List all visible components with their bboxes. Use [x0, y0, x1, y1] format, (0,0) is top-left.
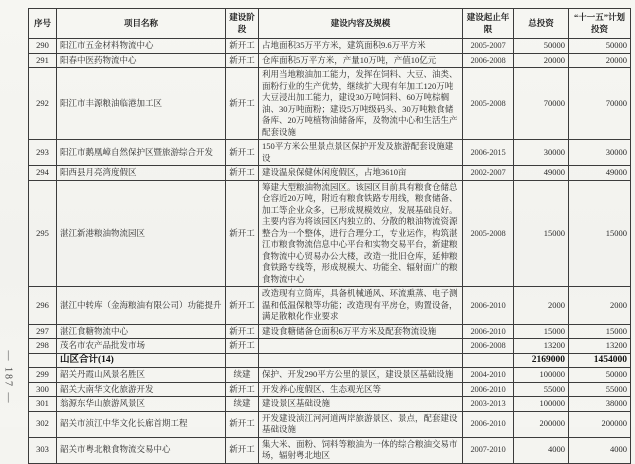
- cell-name: 韶关市浈江中华文化长廊首期工程: [57, 411, 226, 437]
- cell-years: 2006-2010: [463, 411, 514, 437]
- cell-content: 占地面积35万平方米，建筑面积9.6万平方米: [259, 39, 463, 54]
- cell-years: 2004-2010: [463, 368, 514, 383]
- cell-content: 建设食糖储备仓面积6万平方米及配套物流设施: [259, 324, 463, 339]
- cell-years: 2006-2010: [463, 324, 514, 339]
- cell-content: 利用当地粮油加工能力，发挥在饲料、大豆、油类、面粉行业的生产优势，继续扩大现有年加工120万吨大豆浸出加工能力，建设30万吨饲料、60万吨棕榈油、30万吨面粉；建设5万吨级码头、30万吨粮食储备库、20万吨植物油储备库，及物流中心和生活生产配套设施: [259, 68, 463, 140]
- cell-plan: 1454000: [569, 353, 631, 368]
- cell-years: 2006-2010: [463, 382, 514, 397]
- cell-content: [259, 339, 463, 354]
- cell-plan: 55000: [569, 382, 631, 397]
- cell-years: 2005-2008: [463, 68, 514, 140]
- column-header: 总投资: [514, 9, 569, 39]
- cell-content: 保护、开发290平方公里的景区，建设景区基础设施: [259, 368, 463, 383]
- cell-total: 49000: [514, 166, 569, 181]
- column-header: 建设内容及规模: [259, 9, 463, 39]
- cell-years: 2006-2008: [463, 339, 514, 354]
- cell-years: 2006-2010: [463, 287, 514, 325]
- cell-content: 开发建设浈江河河道两岸旅游景区、景点，配套建设基础设施: [259, 411, 463, 437]
- cell-total: 100000: [514, 368, 569, 383]
- table-row: [29, 382, 631, 397]
- cell-no: 295: [29, 180, 57, 287]
- cell-plan: 49000: [569, 166, 631, 181]
- cell-plan: 70000: [569, 68, 631, 140]
- cell-name: 山区合计(14): [57, 353, 226, 368]
- cell-content: 建设温泉保健休闲度假区，占地3610亩: [259, 166, 463, 181]
- table-row: [29, 437, 631, 463]
- cell-total: 70000: [514, 68, 569, 140]
- cell-no: 300: [29, 382, 57, 397]
- cell-plan: 15000: [569, 180, 631, 287]
- cell-name: 翁源东华山旅游风景区: [57, 397, 226, 412]
- cell-no: 298: [29, 339, 57, 354]
- subtotal-row: [29, 353, 631, 368]
- cell-no: 297: [29, 324, 57, 339]
- table-row: [29, 180, 631, 287]
- cell-total: 55000: [514, 382, 569, 397]
- cell-no: 293: [29, 140, 57, 166]
- page-number: [3, 340, 14, 416]
- table-row: [29, 368, 631, 383]
- cell-no: 290: [29, 39, 57, 54]
- column-header: “十一五”计划投资: [569, 9, 631, 39]
- cell-years: [463, 353, 514, 368]
- cell-total: 15000: [514, 180, 569, 287]
- cell-name: 阳西县月亮湾度假区: [57, 166, 226, 181]
- cell-name: 韶关丹霞山风景名胜区: [57, 368, 226, 383]
- column-header: 建设起止年限: [463, 9, 514, 39]
- table-row: [29, 39, 631, 54]
- cell-name: 韶关大南华文化旅游开发: [57, 382, 226, 397]
- cell-no: 303: [29, 437, 57, 463]
- cell-content: 150平方米公里景点景区保护开发及旅游配套设施建设: [259, 140, 463, 166]
- cell-stage: 新开工: [226, 166, 259, 181]
- column-header: 序号: [29, 9, 57, 39]
- cell-total: 15000: [514, 324, 569, 339]
- cell-no: [29, 353, 57, 368]
- cell-total: 2000: [514, 287, 569, 325]
- cell-plan: 4000: [569, 437, 631, 463]
- cell-total: 100000: [514, 397, 569, 412]
- cell-stage: 新开工: [226, 339, 259, 354]
- cell-stage: 新开工: [226, 287, 259, 325]
- cell-no: 294: [29, 166, 57, 181]
- cell-name: 湛江新港粮油物流园区: [57, 180, 226, 287]
- table-row: [29, 397, 631, 412]
- cell-years: 2006-2015: [463, 140, 514, 166]
- cell-content: [259, 353, 463, 368]
- table-row: [29, 287, 631, 325]
- cell-total: 2169000: [514, 353, 569, 368]
- cell-name: 湛江食糖物流中心: [57, 324, 226, 339]
- cell-content: 集大米、面粉、饲料等粮油为一体的综合粮油交易市场，辐射粤北地区: [259, 437, 463, 463]
- cell-years: 2007-2010: [463, 437, 514, 463]
- cell-stage: [226, 353, 259, 368]
- cell-total: 20000: [514, 53, 569, 68]
- cell-no: 296: [29, 287, 57, 325]
- cell-years: 2002-2007: [463, 166, 514, 181]
- cell-plan: 15000: [569, 324, 631, 339]
- cell-stage: 续建: [226, 397, 259, 412]
- cell-plan: 20000: [569, 53, 631, 68]
- cell-name: 湛江中转库（金海粮油有限公司）功能提升: [57, 287, 226, 325]
- cell-content: 改造现有立筒库，具备机械通风、环流熏蒸、电子测温和低温保粮等功能；改造现有平房仓，购置设备，满足散粮化作业要求: [259, 287, 463, 325]
- table-header-row: [29, 9, 631, 39]
- column-header: 项目名称: [57, 9, 226, 39]
- cell-plan: 200000: [569, 411, 631, 437]
- cell-stage: 续建: [226, 368, 259, 383]
- cell-name: 茂名市农产品批发市场: [57, 339, 226, 354]
- cell-total: 200000: [514, 411, 569, 437]
- cell-total: 4000: [514, 437, 569, 463]
- cell-plan: 13200: [569, 339, 631, 354]
- table-row: [29, 339, 631, 354]
- table-row: [29, 53, 631, 68]
- table-row: [29, 68, 631, 140]
- cell-no: 301: [29, 397, 57, 412]
- cell-content: 开发养心度假区、生态观光区等: [259, 382, 463, 397]
- cell-plan: 38000: [569, 397, 631, 412]
- cell-total: 50000: [514, 39, 569, 54]
- cell-content: 仓库面积5万平方米，产量10万吨，产值10亿元: [259, 53, 463, 68]
- table-row: [29, 166, 631, 181]
- cell-no: 302: [29, 411, 57, 437]
- table-row: [29, 324, 631, 339]
- cell-stage: 新开工: [226, 324, 259, 339]
- cell-years: 2005-2008: [463, 180, 514, 287]
- table-row: [29, 411, 631, 437]
- cell-total: 13200: [514, 339, 569, 354]
- cell-no: 291: [29, 53, 57, 68]
- cell-name: 韶关市粤北粮食物流交易中心: [57, 437, 226, 463]
- cell-stage: 新开工: [226, 68, 259, 140]
- cell-stage: 新开工: [226, 180, 259, 287]
- cell-years: 2005-2007: [463, 39, 514, 54]
- cell-stage: 新开工: [226, 53, 259, 68]
- cell-stage: 新开工: [226, 437, 259, 463]
- cell-content: 筹建大型粮油物流园区。该园区目前具有粮食仓储总仓容近20万吨，附近有粮食铁路专用线，粮食储备、加工等企业众多，已形成规模效应，发展基础良好。主要内容为将该园区内独立的、分散的粮油物流资源整合为一个整体，进行合理分工，专业运作，构筑湛江市粮食物流信息中心平台和实物交易平台，新建粮食物流中心贸易办公大楼，改造一批旧仓库，延伸粮食铁路专线等，形成规模大、功能全、辐射面广的粮食物流中心: [259, 180, 463, 287]
- cell-stage: 新开工: [226, 411, 259, 437]
- column-header: 建设阶段: [226, 9, 259, 39]
- cell-plan: 50000: [569, 368, 631, 383]
- cell-stage: 新开工: [226, 39, 259, 54]
- cell-plan: 2000: [569, 287, 631, 325]
- cell-years: 2006-2008: [463, 53, 514, 68]
- cell-content: 建设景区基础设施: [259, 397, 463, 412]
- cell-no: 292: [29, 68, 57, 140]
- cell-years: 2003-2013: [463, 397, 514, 412]
- cell-stage: 新开工: [226, 140, 259, 166]
- cell-plan: 30000: [569, 140, 631, 166]
- table-body: [29, 39, 631, 464]
- cell-total: 30000: [514, 140, 569, 166]
- table-row: [29, 140, 631, 166]
- cell-name: 阳江市鹅凰嶂自然保护区暨旅游综合开发: [57, 140, 226, 166]
- cell-no: 299: [29, 368, 57, 383]
- projects-table: [28, 8, 631, 464]
- page-number-label: — 187 —: [2, 350, 14, 405]
- cell-name: 阳江市丰源粮油临港加工区: [57, 68, 226, 140]
- cell-name: 阳春中医药物流中心: [57, 53, 226, 68]
- cell-name: 阳江市五金材料物流中心: [57, 39, 226, 54]
- cell-stage: 新开工: [226, 382, 259, 397]
- cell-plan: 50000: [569, 39, 631, 54]
